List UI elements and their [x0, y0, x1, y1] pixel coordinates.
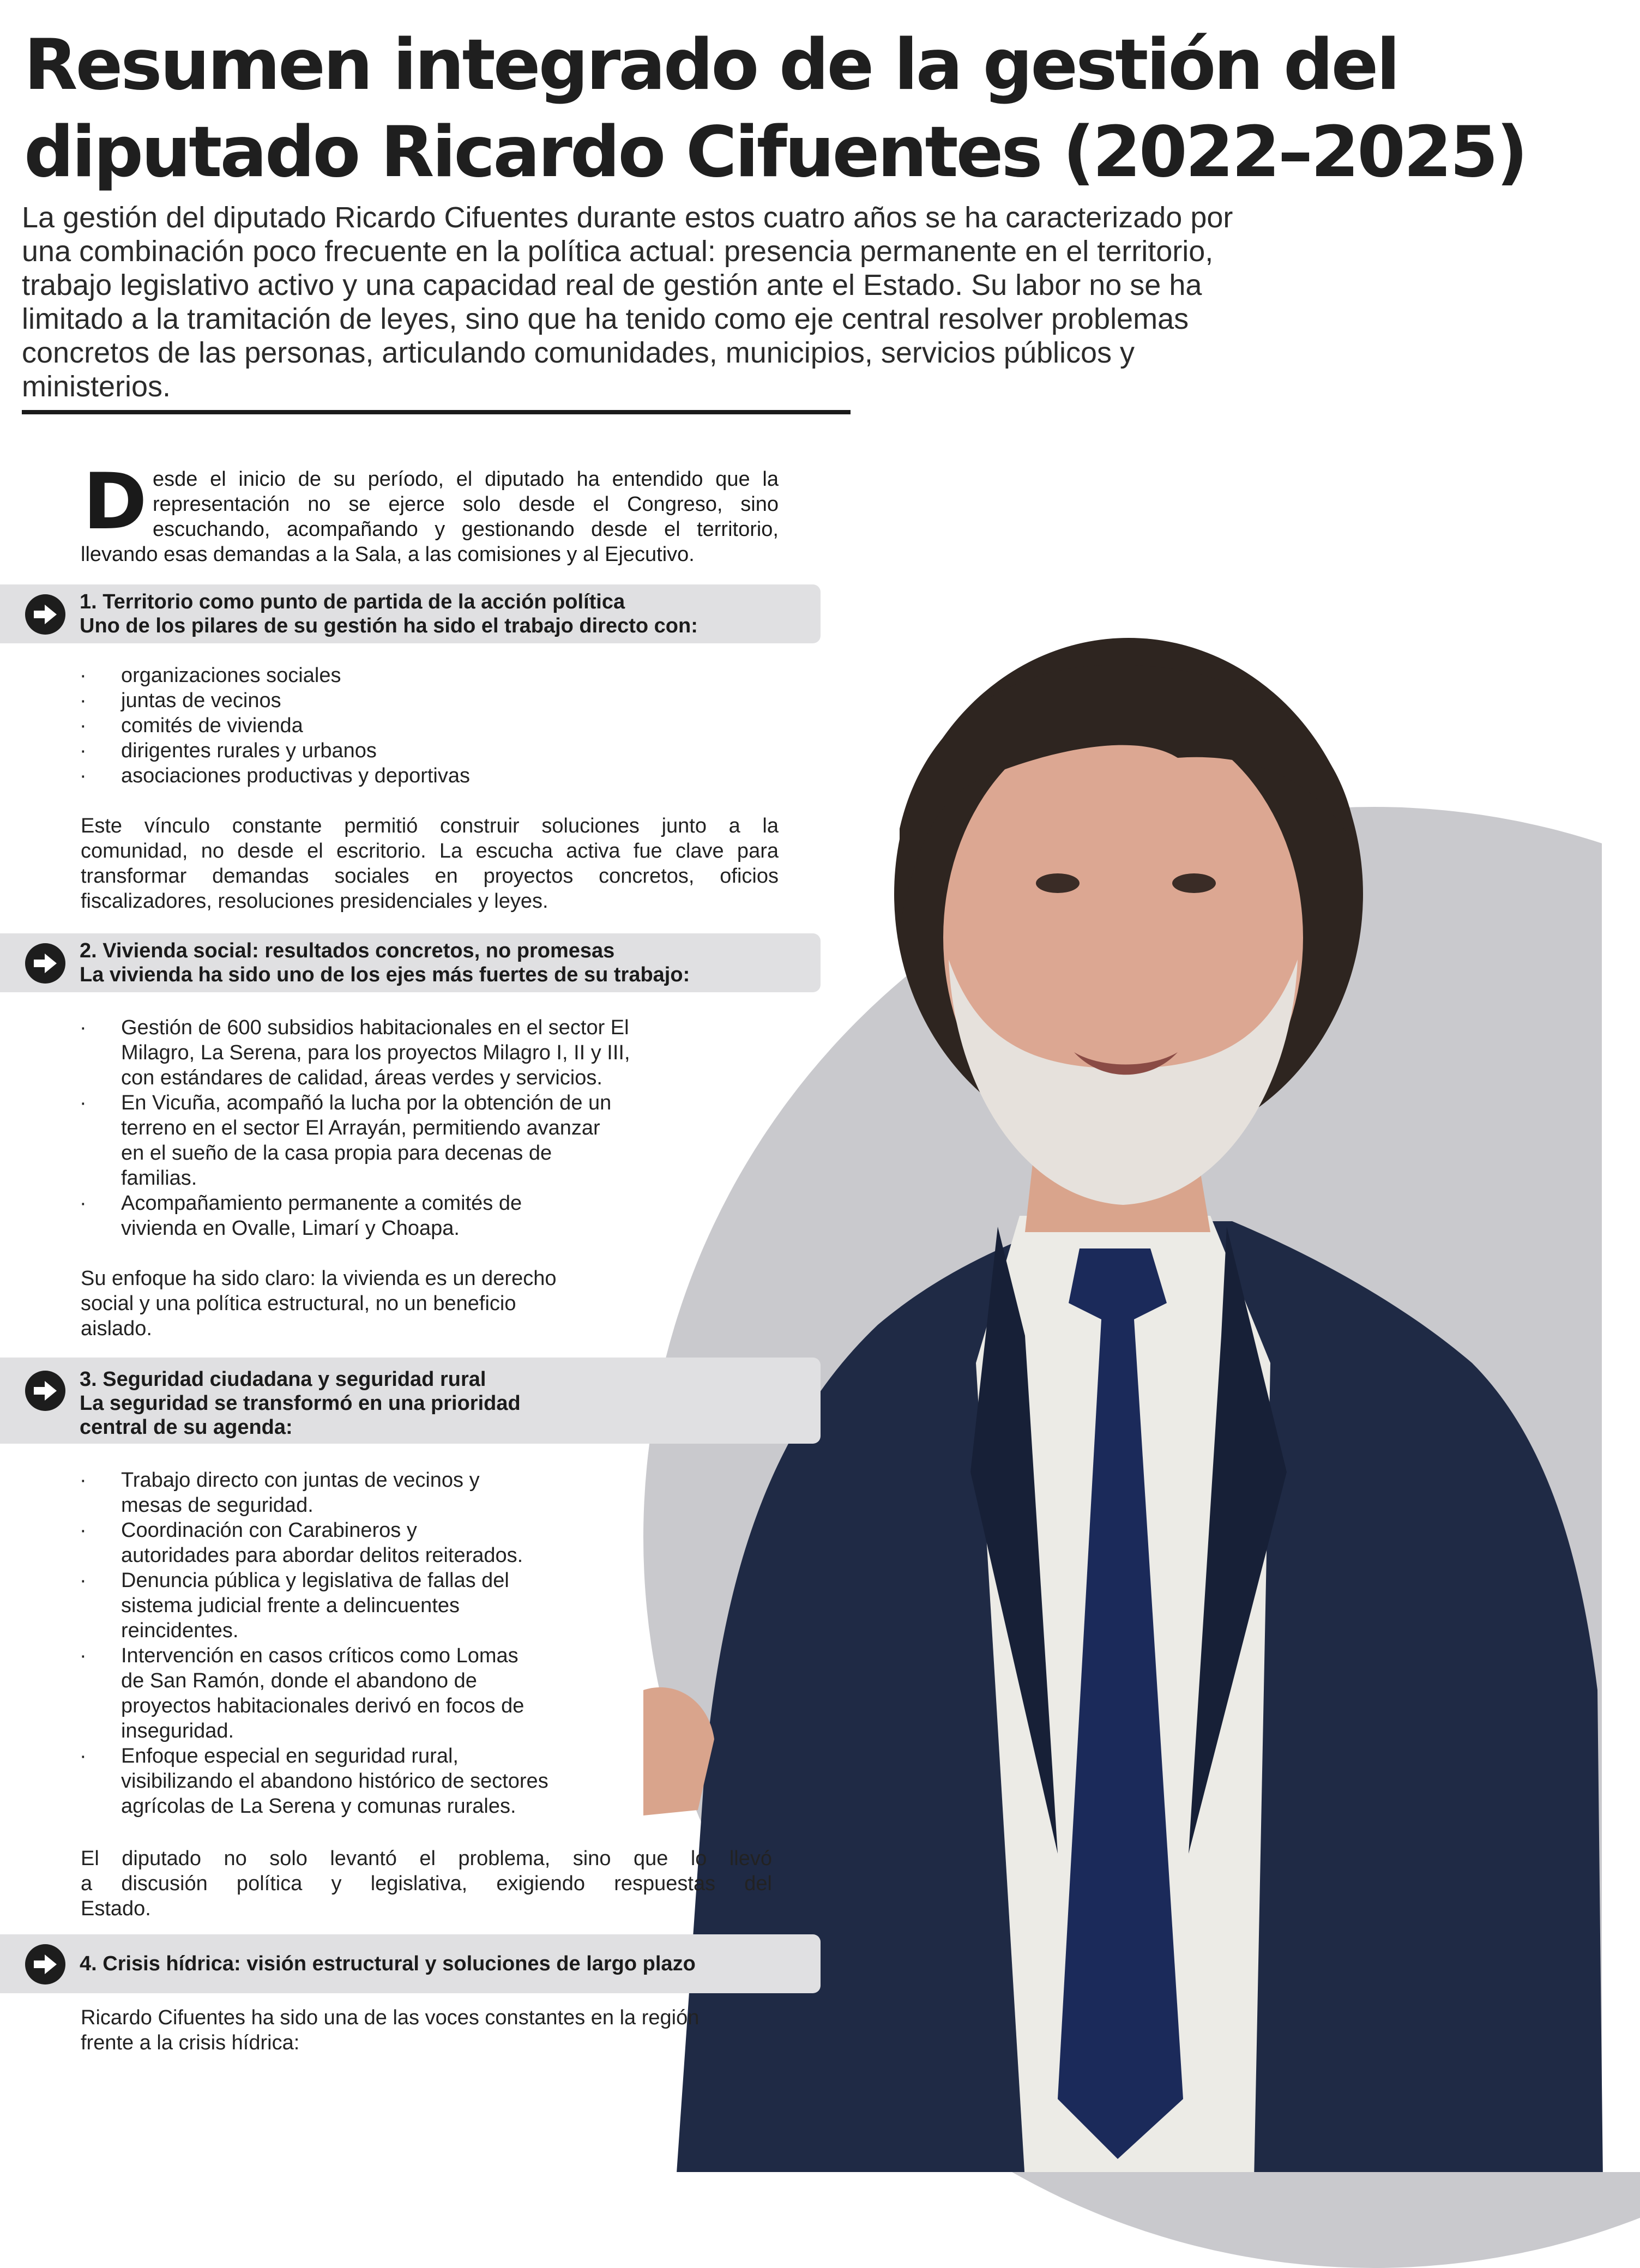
paragraph-line: comunidad, no desde el escritorio. La escucha activa fue clave para — [81, 840, 779, 862]
bullet-dot: · — [80, 689, 87, 712]
arrow-right-circle-icon — [25, 943, 65, 984]
section-title: 1. Territorio como punto de partida de la acción política — [80, 590, 625, 613]
page-title — [24, 22, 1605, 196]
title-line: diputado Ricardo Cifuentes (2022–2025) — [24, 112, 1526, 193]
section-paragraph — [81, 2005, 699, 2055]
list-item-line: Acompañamiento permanente a comités de — [121, 1192, 522, 1215]
list-item-line: proyectos habitacionales derivó en focos de — [121, 1694, 524, 1717]
bullet-dot: · — [80, 714, 87, 737]
list-item-line: juntas de vecinos — [121, 689, 281, 712]
list-item — [76, 1643, 548, 1744]
header-divider — [22, 410, 851, 414]
lead-last-line: llevando esas demandas a la Sala, a las comisiones y al Ejecutivo. — [81, 543, 695, 566]
title-line: Resumen integrado de la gestión del — [24, 25, 1398, 106]
intro-line: una combinación poco frecuente en la política actual: presencia permanente en el territorio, — [22, 235, 1214, 268]
bullet-dot: · — [80, 1745, 87, 1768]
list-item-line: comités de vivienda — [121, 714, 303, 737]
photo-crop-edge — [1602, 763, 1640, 2172]
intro-line: La gestión del diputado Ricardo Cifuentes durante estos cuatro años se ha caracterizado por — [22, 201, 1233, 234]
bullet-dot: · — [80, 739, 87, 762]
paragraph-line: Este vínculo constante permitió construir soluciones junto a la — [81, 815, 779, 837]
list-item-line: dirigentes rurales y urbanos — [121, 739, 377, 762]
list-item — [76, 1015, 630, 1090]
intro-line: ministerios. — [22, 370, 171, 403]
list-item — [76, 1518, 548, 1568]
section-title: 2. Vivienda social: resultados concretos, no promesas — [80, 939, 615, 962]
bullet-dot: · — [80, 1192, 87, 1215]
list-item — [76, 1468, 548, 1518]
list-item-line: Trabajo directo con juntas de vecinos y — [121, 1469, 480, 1492]
list-item — [76, 713, 470, 738]
bullet-dot: · — [80, 1469, 87, 1492]
list-item-line: autoridades para abordar delitos reiterados. — [121, 1544, 523, 1567]
list-item-line: visibilizando el abandono histórico de sectores — [121, 1770, 548, 1793]
paragraph-line: Estado. — [81, 1897, 151, 1920]
list-item-line: familias. — [121, 1167, 197, 1190]
bullet-dot: · — [80, 1091, 87, 1114]
list-item-line: Coordinación con Carabineros y — [121, 1519, 417, 1542]
section-subtitle: La vivienda ha sido uno de los ejes más fuertes de su trabajo: — [80, 963, 690, 986]
list-item — [76, 738, 470, 763]
list-item-line: terreno en el sector El Arrayán, permitiendo avanzar — [121, 1117, 600, 1139]
list-item — [76, 763, 470, 788]
bullet-dot: · — [80, 764, 87, 787]
arrow-right-circle-icon — [25, 1944, 65, 1984]
paragraph-line: El diputado no solo levantó el problema, sino que lo llevó — [81, 1847, 772, 1870]
list-item-line: Denuncia pública y legislativa de fallas del — [121, 1569, 509, 1592]
arrow-right-circle-icon — [25, 594, 65, 635]
paragraph-line: Su enfoque ha sido claro: la vivienda es un derecho — [81, 1267, 557, 1290]
bullet-dot: · — [80, 1519, 87, 1542]
bullet-dot: · — [80, 664, 87, 687]
list-item-line: agrícolas de La Serena y comunas rurales. — [121, 1795, 516, 1818]
list-item-line: con estándares de calidad, áreas verdes y servicios. — [121, 1066, 602, 1089]
arrow-right-circle-icon — [25, 1371, 65, 1411]
lead-line: representación no se ejerce solo desde el Congreso, sino — [153, 493, 779, 516]
section-heading — [80, 1367, 521, 1439]
section-heading — [80, 939, 690, 987]
section-title: 3. Seguridad ciudadana y seguridad rural — [80, 1368, 486, 1391]
bullet-list — [76, 663, 470, 788]
paragraph-line: a discusión política y legislativa, exigiendo respuestas del — [81, 1872, 772, 1895]
section-heading — [80, 1952, 696, 1976]
list-item — [76, 1744, 548, 1819]
list-item-line: sistema judicial frente a delincuentes — [121, 1594, 460, 1617]
list-item-line: en el sueño de la casa propia para decenas de — [121, 1142, 552, 1165]
bullet-dot: · — [80, 1016, 87, 1039]
list-item-line: Enfoque especial en seguridad rural, — [121, 1745, 459, 1768]
section-paragraph — [81, 1846, 772, 1921]
list-item-line: Milagro, La Serena, para los proyectos Milagro I, II y III, — [121, 1041, 630, 1064]
list-item-line: organizaciones sociales — [121, 664, 341, 687]
lead-line: esde el inicio de su período, el diputado ha entendido que la — [153, 468, 779, 491]
bullet-list — [76, 1015, 630, 1241]
lead-line: escuchando, acompañando y gestionando desde el territorio, — [153, 518, 779, 541]
list-item — [76, 663, 470, 688]
paragraph-line: social y una política estructural, no un beneficio — [81, 1292, 516, 1315]
section-subtitle: La seguridad se transformó en una prioridad — [80, 1392, 521, 1415]
paragraph-line: aislado. — [81, 1317, 152, 1340]
section-title: 4. Crisis hídrica: visión estructural y soluciones de largo plazo — [80, 1952, 696, 1975]
bullet-dot: · — [80, 1644, 87, 1667]
list-item — [76, 688, 470, 713]
section-paragraph — [81, 813, 779, 914]
list-item-line: inseguridad. — [121, 1720, 234, 1742]
section-subtitle: Uno de los pilares de su gestión ha sido el trabajo directo con: — [80, 614, 698, 637]
paragraph-line: frente a la crisis hídrica: — [81, 2031, 300, 2054]
section-heading — [80, 590, 698, 638]
drop-cap: D — [83, 457, 147, 547]
intro-paragraph — [22, 201, 1341, 403]
lead-paragraph — [153, 467, 779, 542]
paragraph-line: transformar demandas sociales en proyectos concretos, oficios — [81, 865, 779, 888]
intro-line: concretos de las personas, articulando comunidades, municipios, servicios públicos y — [22, 336, 1135, 369]
section-paragraph — [81, 1266, 556, 1341]
list-item-line: Intervención en casos críticos como Lomas — [121, 1644, 518, 1667]
list-item — [76, 1191, 630, 1241]
list-item-line: mesas de seguridad. — [121, 1494, 313, 1517]
list-item-line: de San Ramón, donde el abandono de — [121, 1669, 477, 1692]
list-item-line: vivienda en Ovalle, Limarí y Choapa. — [121, 1217, 460, 1240]
paragraph-line: fiscalizadores, resoluciones presidenciales y leyes. — [81, 890, 548, 913]
list-item — [76, 1568, 548, 1643]
section-subtitle: central de su agenda: — [80, 1416, 293, 1439]
bullet-list — [76, 1468, 548, 1819]
list-item-line: asociaciones productivas y deportivas — [121, 764, 471, 787]
bullet-dot: · — [80, 1569, 87, 1592]
intro-line: limitado a la tramitación de leyes, sino que ha tenido como eje central resolver problemas — [22, 303, 1189, 335]
paragraph-line: Ricardo Cifuentes ha sido una de las voces constantes en la región — [81, 2006, 700, 2029]
intro-line: trabajo legislativo activo y una capacidad real de gestión ante el Estado. Su labor no se ha — [22, 269, 1202, 301]
list-item — [76, 1090, 630, 1191]
list-item-line: reincidentes. — [121, 1619, 239, 1642]
list-item-line: Gestión de 600 subsidios habitacionales en el sector El — [121, 1016, 629, 1039]
list-item-line: En Vicuña, acompañó la lucha por la obtención de un — [121, 1091, 612, 1114]
